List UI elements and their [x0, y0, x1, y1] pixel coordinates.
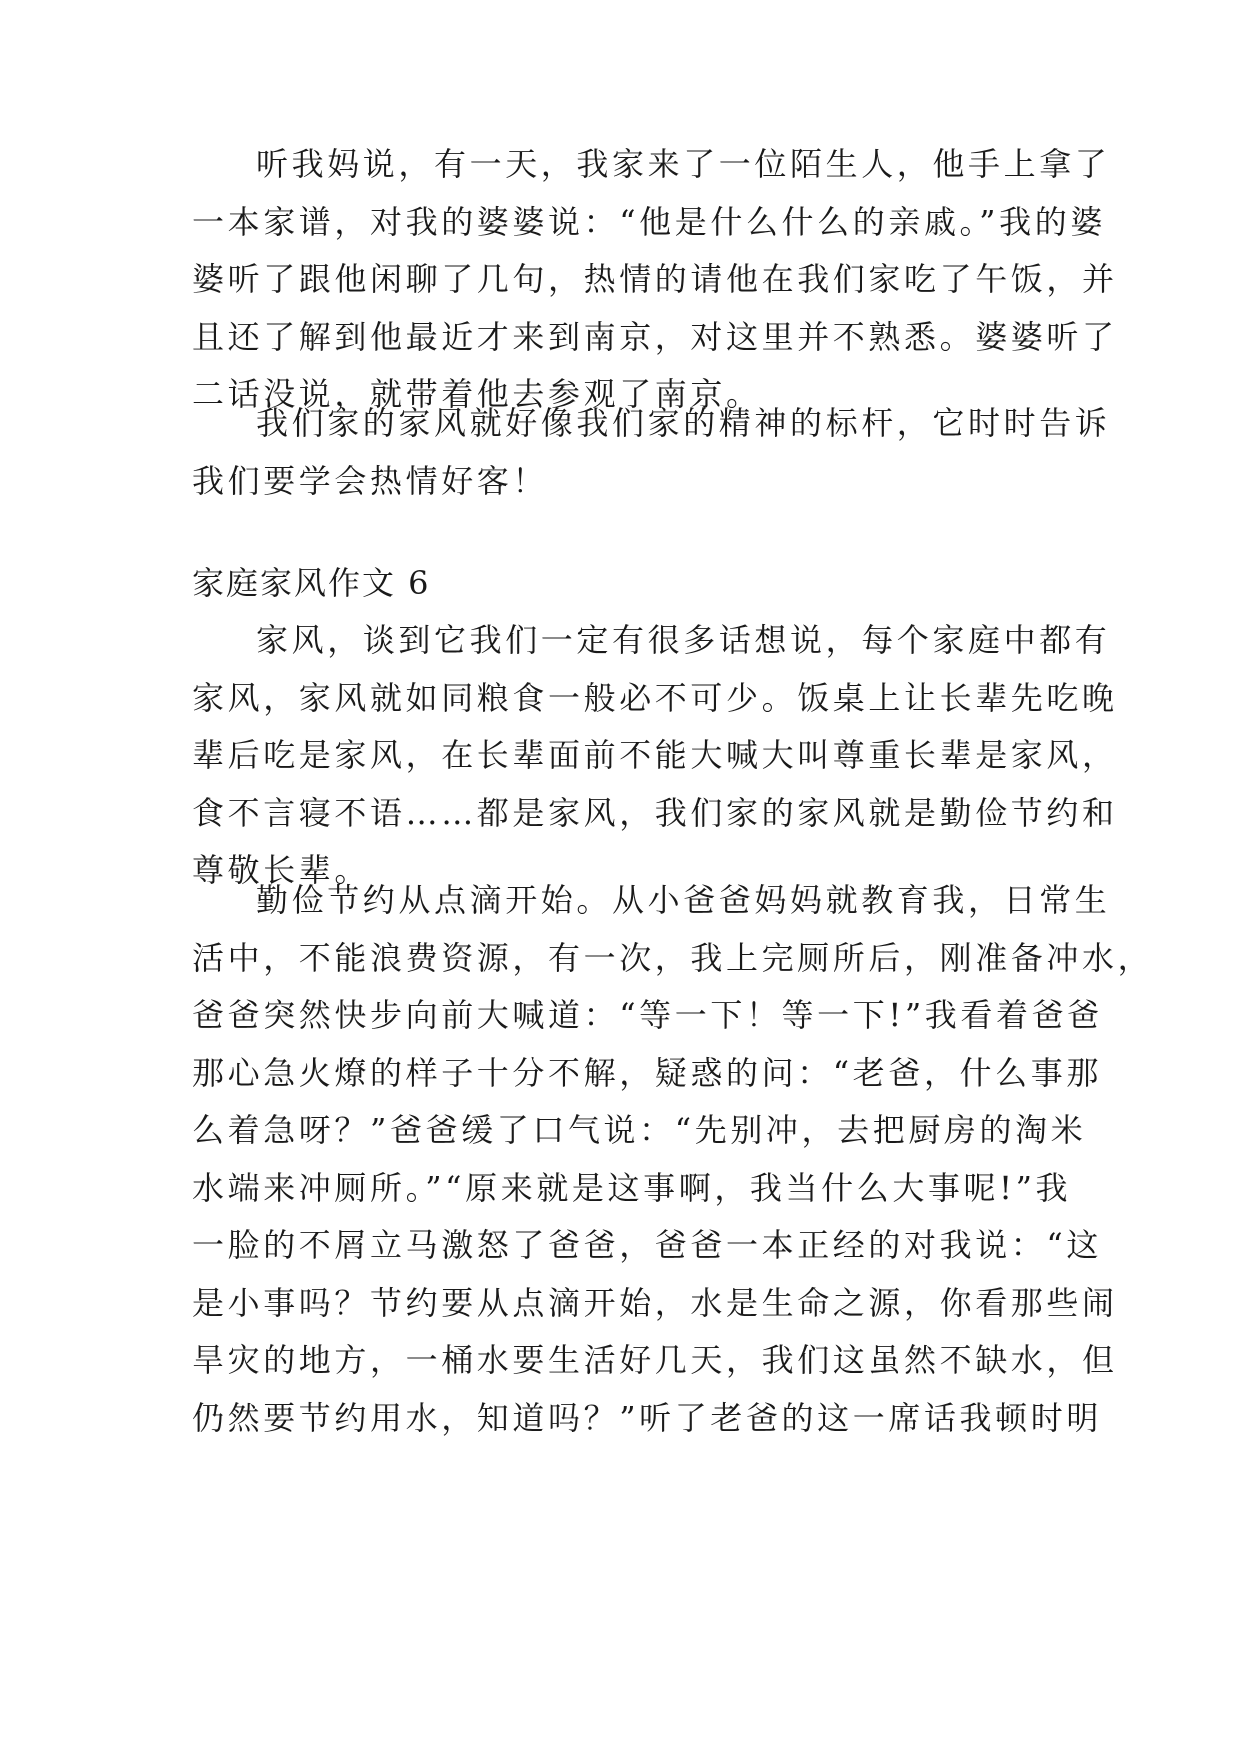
text-line: 水端来冲厕所。”“原来就是这事啊，我当什么大事呢!”我: [192, 1168, 1072, 1207]
text-line: 那心急火燎的样子十分不解，疑惑的问：“老爸，什么事那: [192, 1053, 1102, 1092]
paragraph-frugality-story: [192, 872, 1154, 1447]
text-line: 家风，家风就如同粮食一般必不可少。饭桌上让长辈先吃晚: [192, 678, 1118, 717]
text-line: 一本家谱，对我的婆婆说：“他是什么什么的亲戚。”我的婆: [192, 202, 1106, 241]
text-line: 我们家的家风就好像我们家的精神的标杆，它时时告诉: [256, 404, 1111, 442]
text-line: 尊敬长辈。: [192, 851, 371, 889]
essay-heading: 家庭家风作文 6: [192, 564, 431, 602]
text-line: 是小事吗？节约要从点滴开始，水是生命之源，你看那些闹: [192, 1283, 1118, 1322]
text-line: 活中，不能浪费资源，有一次，我上完厕所后，刚准备冲水，: [192, 938, 1154, 977]
text-line: 旱灾的地方，一桶水要生活好几天，我们这虽然不缺水，但: [192, 1341, 1118, 1379]
text-line: 仍然要节约用水，知道吗？”听了老爸的这一席话我顿时明: [192, 1398, 1102, 1437]
text-line: 我们要学会热情好客！: [192, 461, 549, 500]
paragraph-family-spirit: [192, 395, 1111, 510]
text-line: 一脸的不屑立马激怒了爸爸，爸爸一本正经的对我说：“这: [192, 1226, 1102, 1264]
text-line: 婆听了跟他闲聊了几句，热情的请他在我们家吃了午饭，并: [192, 260, 1118, 298]
text-line: 二话没说，就带着他去参观了南京。: [192, 375, 762, 413]
text-line: 辈后吃是家风，在长辈面前不能大喊大叫尊重长辈是家风，: [192, 736, 1118, 774]
text-line: 爸爸突然快步向前大喊道：“等一下！等一下!”我看着爸爸: [192, 996, 1103, 1034]
text-line: 家风，谈到它我们一定有很多话想说，每个家庭中都有: [256, 621, 1111, 659]
text-line: 且还了解到他最近才来到南京，对这里并不熟悉。婆婆听了: [192, 317, 1118, 356]
text-line: 听我妈说，有一天，我家来了一位陌生人，他手上拿了: [256, 145, 1111, 183]
text-line: 么着急呀？”爸爸缓了口气说：“先别冲，去把厨房的淘米: [192, 1111, 1087, 1149]
text-line: 勤俭节约从点滴开始。从小爸爸妈妈就教育我，日常生: [256, 881, 1111, 919]
text-line: 食不言寝不语……都是家风，我们家的家风就是勤俭节约和: [192, 793, 1118, 832]
